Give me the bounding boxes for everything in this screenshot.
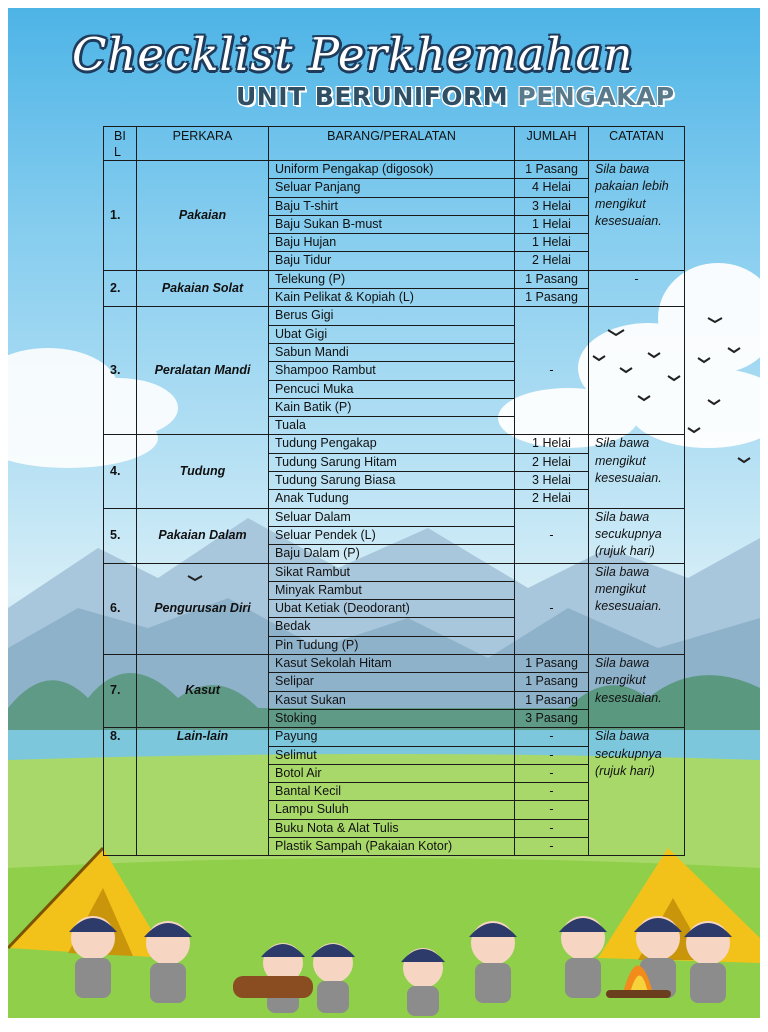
header-bil: BIL xyxy=(104,127,137,161)
table-row xyxy=(104,161,685,179)
cell-jumlah: - xyxy=(515,563,589,654)
cell-item: Selimut xyxy=(269,746,515,764)
cell-item: Selipar xyxy=(269,673,515,691)
cell-bil: 4. xyxy=(104,435,137,508)
table-row xyxy=(104,563,685,581)
cell-jumlah: - xyxy=(515,801,589,819)
cell-item: Baju Tidur xyxy=(269,252,515,270)
cell-item: Telekung (P) xyxy=(269,270,515,288)
cell-item: Botol Air xyxy=(269,764,515,782)
cell-jumlah: - xyxy=(515,307,589,435)
cell-bil: 8. xyxy=(104,728,137,856)
page-title: Checklist Perkhemahan xyxy=(72,28,634,81)
cell-item: Baju Sukan B-must xyxy=(269,215,515,233)
header-perkara: PERKARA xyxy=(137,127,269,161)
cell-jumlah: - xyxy=(515,819,589,837)
cell-jumlah: 1 Helai xyxy=(515,234,589,252)
page-subtitle xyxy=(236,82,675,111)
cell-jumlah: 2 Helai xyxy=(515,252,589,270)
table-row xyxy=(104,307,685,325)
header-barang: BARANG/PERALATAN xyxy=(269,127,515,161)
cell-item: Kain Pelikat & Kopiah (L) xyxy=(269,289,515,307)
cell-item: Tudung Sarung Biasa xyxy=(269,472,515,490)
cell-perkara: Tudung xyxy=(137,435,269,508)
cell-item: Uniform Pengakap (digosok) xyxy=(269,161,515,179)
cell-jumlah: - xyxy=(515,728,589,746)
cell-jumlah: 1 Pasang xyxy=(515,270,589,288)
table-row xyxy=(104,508,685,526)
cell-item: Plastik Sampah (Pakaian Kotor) xyxy=(269,837,515,855)
cell-item: Anak Tudung xyxy=(269,490,515,508)
cell-jumlah: 1 Pasang xyxy=(515,691,589,709)
cell-bil: 1. xyxy=(104,161,137,271)
cell-item: Tudung Sarung Hitam xyxy=(269,453,515,471)
cell-jumlah: 4 Helai xyxy=(515,179,589,197)
cell-item: Baju Dalam (P) xyxy=(269,545,515,563)
checklist-table xyxy=(103,126,685,856)
cell-jumlah: 1 Helai xyxy=(515,215,589,233)
cell-item: Bantal Kecil xyxy=(269,783,515,801)
cell-bil: 5. xyxy=(104,508,137,563)
cell-bil: 6. xyxy=(104,563,137,654)
cell-bil: 3. xyxy=(104,307,137,435)
cell-catatan: Sila bawa secukupnya (rujuk hari) xyxy=(589,508,685,563)
header-jumlah: JUMLAH xyxy=(515,127,589,161)
cell-item: Baju T-shirt xyxy=(269,197,515,215)
cell-jumlah: - xyxy=(515,764,589,782)
cell-item: Payung xyxy=(269,728,515,746)
subtitle-unit: UNIT BERUNIFORM xyxy=(236,82,509,111)
table-row xyxy=(104,728,685,746)
cell-item: Ubat Gigi xyxy=(269,325,515,343)
cell-item: Kasut Sekolah Hitam xyxy=(269,655,515,673)
cell-perkara: Peralatan Mandi xyxy=(137,307,269,435)
cell-item: Pin Tudung (P) xyxy=(269,636,515,654)
cell-item: Tudung Pengakap xyxy=(269,435,515,453)
cell-item: Seluar Panjang xyxy=(269,179,515,197)
cell-jumlah: 3 Pasang xyxy=(515,709,589,727)
cell-catatan: Sila bawa secukupnya (rujuk hari) xyxy=(589,728,685,856)
cell-item: Kasut Sukan xyxy=(269,691,515,709)
cell-catatan: Sila bawa mengikut kesesuaian. xyxy=(589,563,685,654)
cell-item: Stoking xyxy=(269,709,515,727)
cell-item: Lampu Suluh xyxy=(269,801,515,819)
cell-item: Buku Nota & Alat Tulis xyxy=(269,819,515,837)
cell-item: Tuala xyxy=(269,417,515,435)
cell-jumlah: 2 Helai xyxy=(515,453,589,471)
cell-item: Kain Batik (P) xyxy=(269,398,515,416)
cell-jumlah: 1 Pasang xyxy=(515,673,589,691)
cell-item: Bedak xyxy=(269,618,515,636)
cell-perkara: Lain-lain xyxy=(137,728,269,856)
cell-item: Seluar Pendek (L) xyxy=(269,526,515,544)
header-catatan: CATATAN xyxy=(589,127,685,161)
table-body xyxy=(104,161,685,856)
cell-jumlah: 1 Pasang xyxy=(515,655,589,673)
cell-item: Ubat Ketiak (Deodorant) xyxy=(269,600,515,618)
cell-jumlah: 1 Pasang xyxy=(515,161,589,179)
cell-catatan: Sila bawa mengikut kesesuaian. xyxy=(589,435,685,508)
cell-item: Shampoo Rambut xyxy=(269,362,515,380)
cell-jumlah: - xyxy=(515,508,589,563)
cell-catatan: Sila bawa mengikut kesesuaian. xyxy=(589,655,685,728)
log xyxy=(233,976,313,998)
cell-item: Pencuci Muka xyxy=(269,380,515,398)
cell-item: Seluar Dalam xyxy=(269,508,515,526)
cell-item: Sikat Rambut xyxy=(269,563,515,581)
cell-bil: 2. xyxy=(104,270,137,307)
poster xyxy=(8,8,760,1018)
cell-bil: 7. xyxy=(104,655,137,728)
cell-jumlah: 3 Helai xyxy=(515,197,589,215)
table-row xyxy=(104,655,685,673)
cell-item: Berus Gigi xyxy=(269,307,515,325)
cell-perkara: Pengurusan Diri xyxy=(137,563,269,654)
cell-jumlah: 1 Pasang xyxy=(515,289,589,307)
cell-catatan xyxy=(589,307,685,435)
subtitle-pengakap: PENGAKAP xyxy=(517,82,675,111)
cell-item: Minyak Rambut xyxy=(269,581,515,599)
cell-jumlah: - xyxy=(515,837,589,855)
table-row xyxy=(104,435,685,453)
cell-item: Sabun Mandi xyxy=(269,343,515,361)
table-header-row xyxy=(104,127,685,161)
cell-perkara: Pakaian Dalam xyxy=(137,508,269,563)
cell-jumlah: - xyxy=(515,783,589,801)
cell-catatan: Sila bawa pakaian lebih mengikut kesesuaian. xyxy=(589,161,685,271)
cell-perkara: Pakaian xyxy=(137,161,269,271)
cell-catatan: - xyxy=(589,270,685,307)
cell-jumlah: 1 Helai xyxy=(515,435,589,453)
cell-item: Baju Hujan xyxy=(269,234,515,252)
cell-perkara: Kasut xyxy=(137,655,269,728)
cell-perkara: Pakaian Solat xyxy=(137,270,269,307)
table-row xyxy=(104,270,685,288)
cell-jumlah: - xyxy=(515,746,589,764)
cell-jumlah: 3 Helai xyxy=(515,472,589,490)
cell-jumlah: 2 Helai xyxy=(515,490,589,508)
